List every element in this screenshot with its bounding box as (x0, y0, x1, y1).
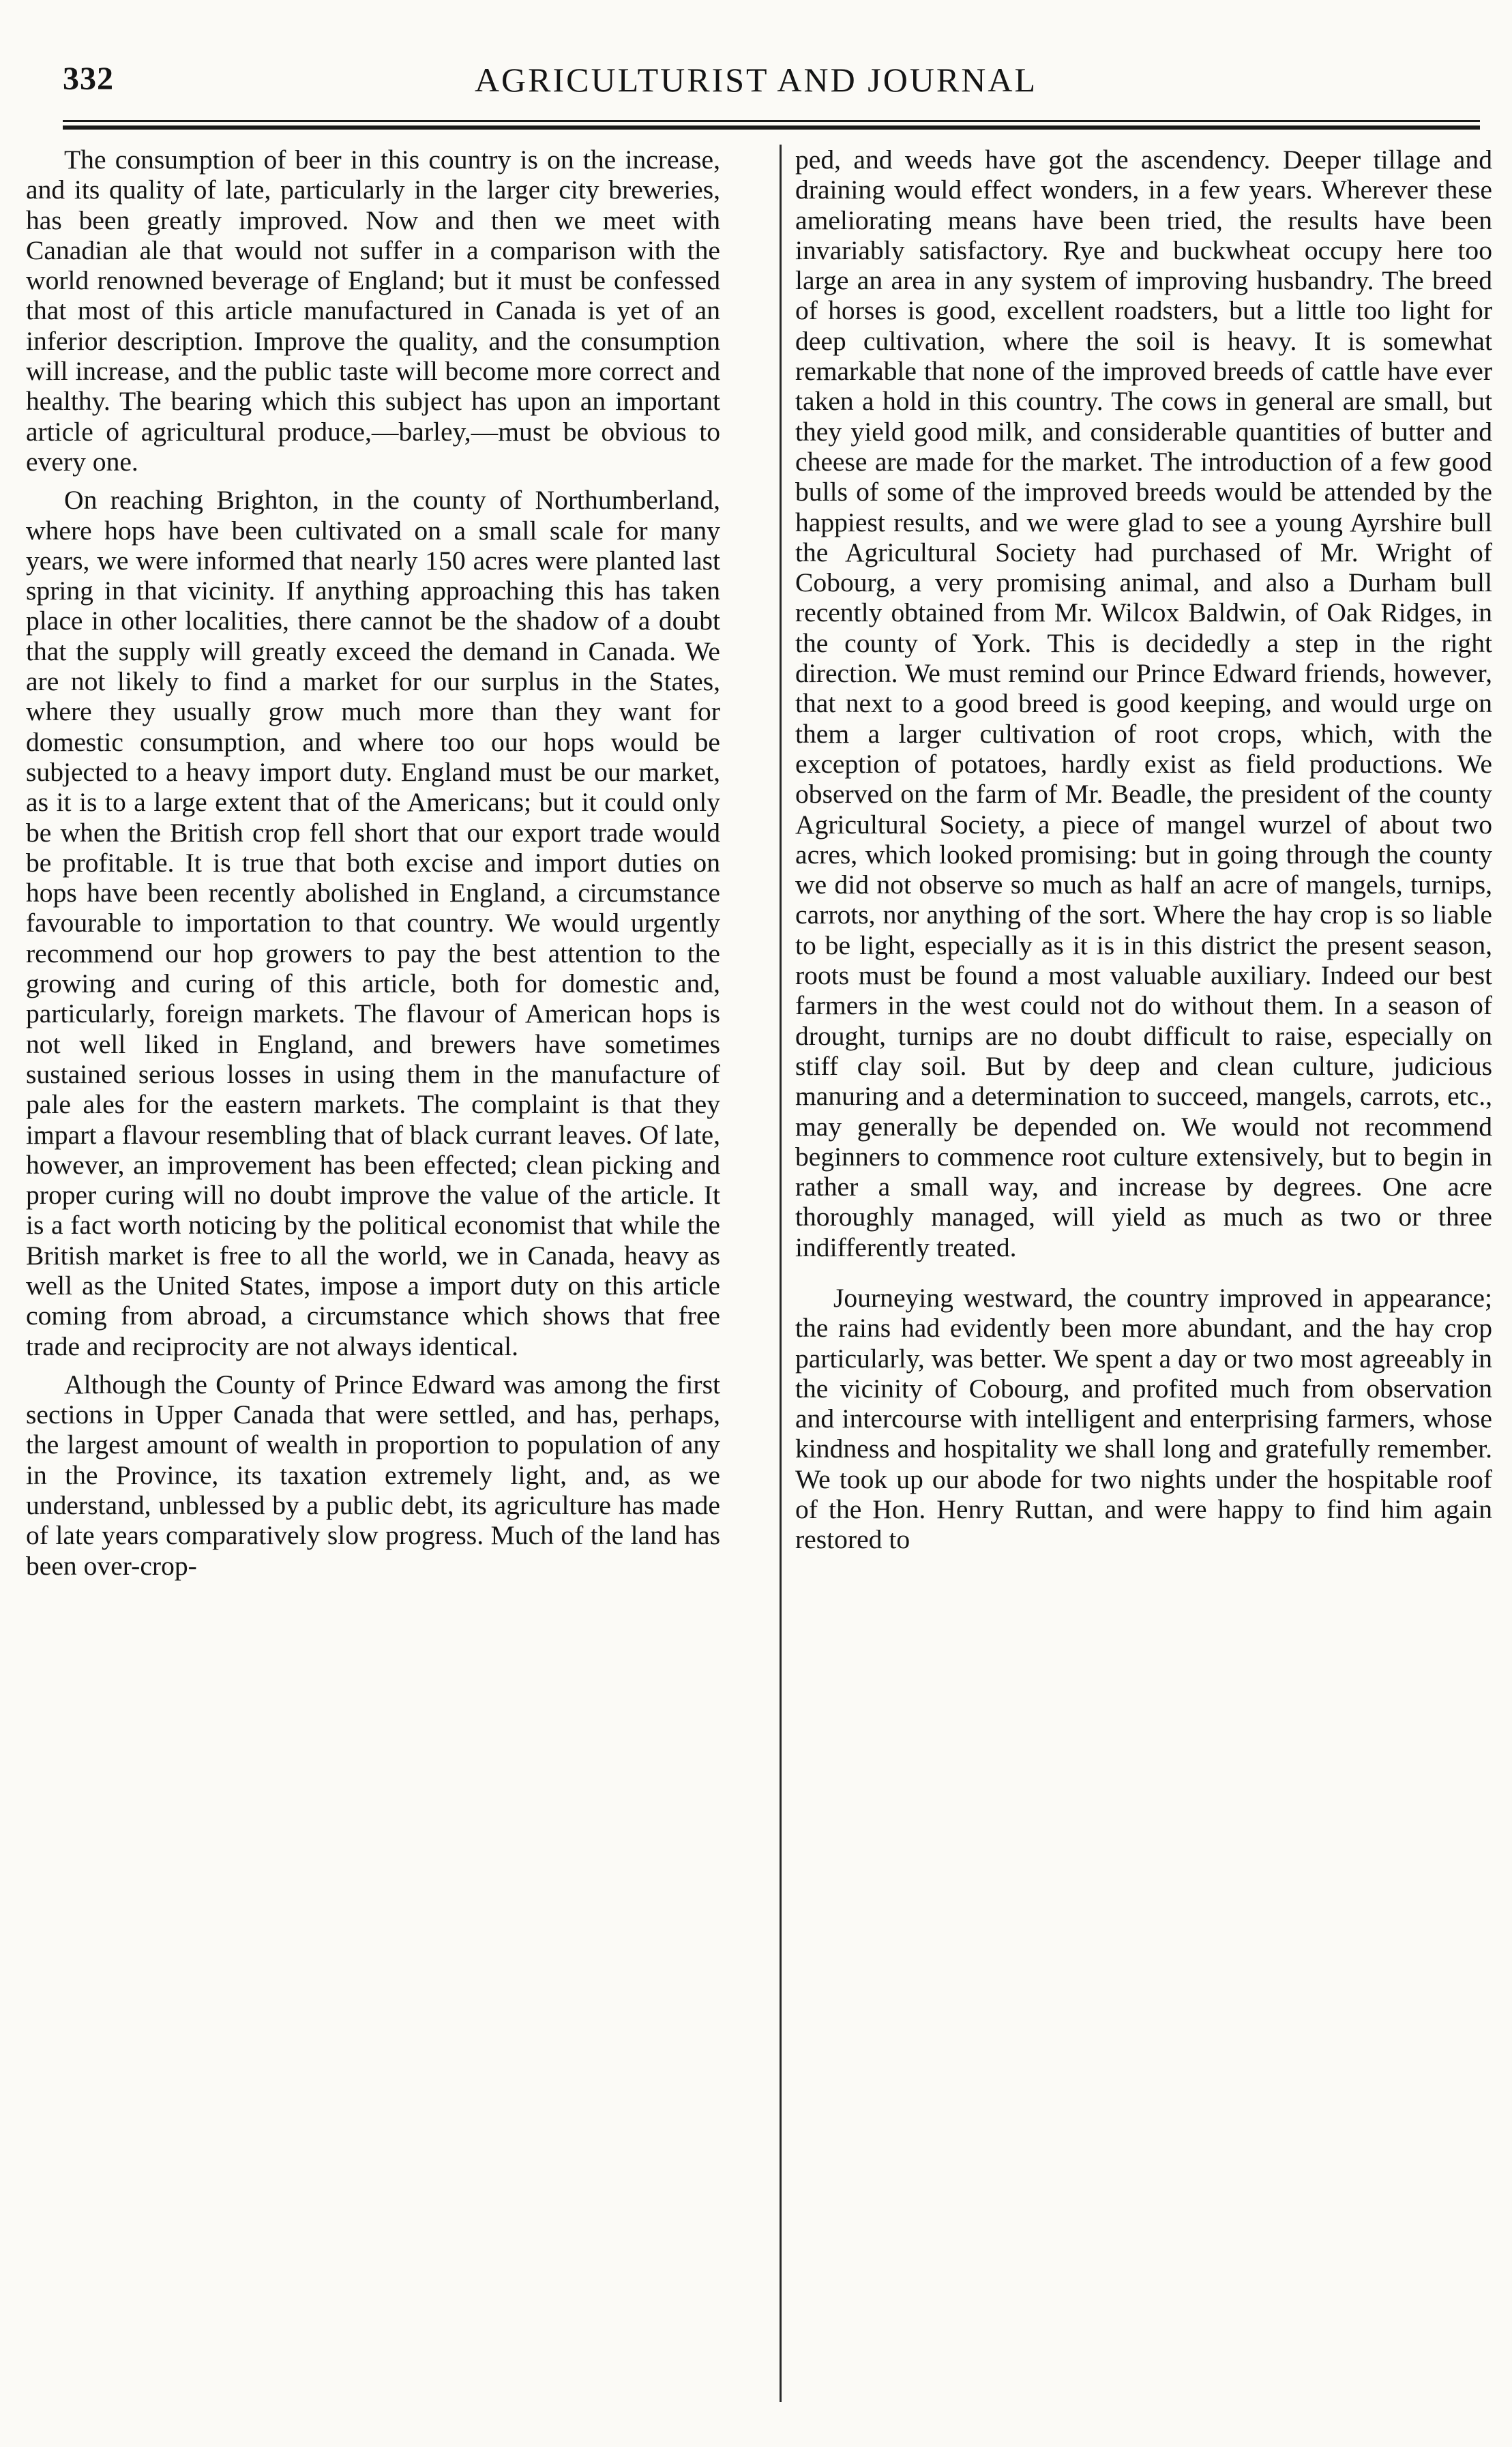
page-header (0, 60, 1512, 115)
header-rule-thick (63, 125, 1480, 130)
paragraph-hops-brighton: On reaching Brighton, in the county of Northumberland, where hops have been cultivated on a small scale for many years, we were informed that nearly 150 acres were planted last spring in that vicinity. If anything approaching this has taken place in other localities, there cannot be the shadow of a doubt that the supply will greatly exceed the demand in Canada. We are not likely to find a market for our surplus in the States, where they usually grow much more than they want for domestic consumption, and where too our hops would be subjected to a heavy import duty. England must be our market, as it is to a large extent that of the Americans; but it could only be when the British crop fell short that our export trade would be profitable. It is true that both excise and import duties on hops have been recently abolished in England, a circumstance favourable to importation to that country. We would urgently recommend our hop growers to pay the best attention to the growing and curing of this article, both for domestic and, particularly, foreign markets. The flavour of American hops is not well liked in England, and brewers have sometimes sustained serious losses in using them in the manufacture of pale ales for the eastern markets. The complaint is that they impart a flavour resembling that of black currant leaves. Of late, however, an improvement has been effected; clean picking and proper curing will no doubt improve the value of the article. It is a fact worth noticing by the political economist that while the British market is free to all the world, we in Canada, heavy as well as the United States, impose a import duty on this article coming from abroad, a circumstance which shows that free trade and reciprocity are not always identical. (26, 485, 720, 1361)
page-number: 332 (63, 61, 114, 97)
paragraph-beer-consumption: The consumption of beer in this country is on the increase, and its quality of late, particularly in the larger city breweries, has been greatly improved. Now and then we meet with Canadian ale that would not suffer in a comparison with the world renowned beverage of England; but it must be confessed that most of this article manufactured in Canada is yet of an inferior description. Improve the quality, and the consumption will increase, and the public taste will become more correct and healthy. The bearing which this subject has upon an important article of agricultural produce,—barley,—must be obvious to every one. (26, 145, 720, 477)
running-head: AGRICULTURIST AND JOURNAL (474, 61, 1038, 99)
paragraph-continued-overcropped: ped, and weeds have got the ascendency. Deeper tillage and draining would effect wonders, in a few years. Wherever these ameliorating means have been tried, the results have been invariably satisfactory. Rye and buckwheat occupy here too large an area in any system of improving husbandry. The breed of horses is good, excellent roadsters, but a little too light for deep cultivation, where the soil is heavy. It is somewhat remarkable that none of the improved breeds of cattle have ever taken a hold in this country. The cows in general are small, but they yield good milk, and considerable quantities of butter and cheese are made for the market. The introduction of a few good bulls of some of the improved breeds would be attended by the happiest results, and we were glad to see a young Ayrshire bull the Agricultural Society had purchased of Mr. Wright of Cobourg, a very promising animal, and also a Durham bull recently obtained from Mr. Wilcox Baldwin, of Oak Ridges, in the county of York. This is decidedly a step in the right direction. We must remind our Prince Edward friends, however, that next to a good breed is good keeping, and would urge on them a larger cultivation of root crops, which, with the exception of potatoes, hardly exist as field productions. We observed on the farm of Mr. Beadle, the president of the county Agricultural Society, a piece of mangel wurzel of about two acres, which looked promising: but in going through the county we did not observe so much as half an acre of mangels, turnips, carrots, nor anything of the sort. Where the hay crop is so liable to be light, especially as it is in this district the present season, roots must be found a most valuable auxiliary. Indeed our best farmers in the west could not do without them. In a season of drought, turnips are no doubt difficult to raise, especially on stiff clay soil. But by deep and clean culture, judicious manuring and a determination to succeed, mangels, carrots, etc., may generally be depended on. We would not recommend beginners to commence root culture extensively, but to begin in rather a small way, and increase by degrees. One acre thoroughly managed, will yield as much as two or three indifferently treated. (795, 145, 1492, 1262)
header-rule-thin (63, 120, 1480, 122)
left-column (26, 145, 720, 2416)
paragraph-prince-edward: Although the County of Prince Edward was among the first sections in Upper Canada that were settled, and has, perhaps, the largest amount of wealth in proportion to population of any in the Province, its taxation extremely light, and, as we understand, unblessed by a public debt, its agriculture has made of late years comparatively slow progress. Much of the land has been over-crop- (26, 1369, 720, 1581)
column-divider (780, 145, 782, 2402)
paragraph-journeying-westward: Journeying westward, the country improved in appearance; the rains had evidently been more abundant, and the hay crop particularly, was better. We spent a day or two most agreeably in the vicinity of Cobourg, and profited much from observation and intercourse with intelligent and enterprising farmers, whose kindness and hospitality we shall long and gratefully remember. We took up our abode for two nights under the hospitable roof of the Hon. Henry Ruttan, and were happy to find him again restored to (795, 1282, 1492, 1555)
right-column (795, 145, 1492, 2416)
